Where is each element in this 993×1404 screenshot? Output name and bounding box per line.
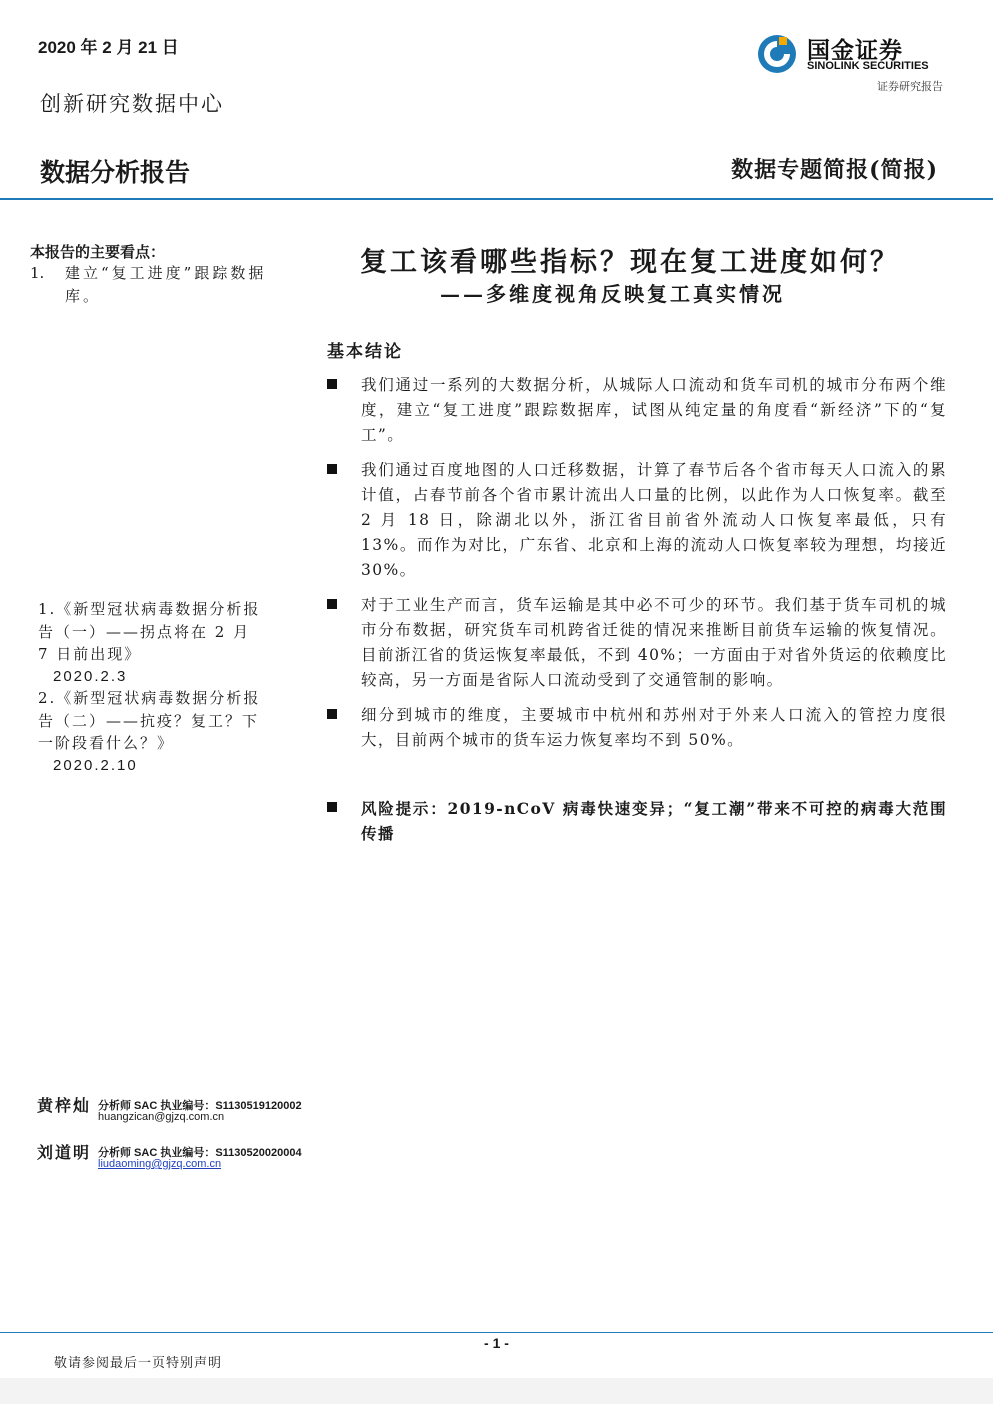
company-logo	[757, 32, 947, 94]
analyst-cert: 分析师 SAC 执业编号：S1130519120002	[98, 1100, 302, 1112]
analyst-name: 刘道明	[37, 1143, 92, 1162]
conclusion-bullet	[327, 593, 947, 693]
conclusion-bullet	[327, 458, 947, 583]
highlights-title: 本报告的主要看点：	[30, 243, 166, 261]
header-divider	[0, 198, 993, 200]
footer-band	[0, 1378, 993, 1404]
bullet-text: 我们通过百度地图的人口迁移数据，计算了春节后各个省市每天人口流入的累计值，占春节前各个省市累计流出人口量的比例，以此作为人口恢复率。截至 2 月 18 日，除湖北以外，浙江省目前省外流动人口恢复率最低，只有 13%。而作为对比，广东省、北京和上海的流动人口恢复率较为理想，均接近 30%。	[361, 461, 947, 579]
research-center: 创新研究数据中心	[40, 92, 224, 116]
related-report[interactable]	[38, 598, 263, 688]
highlight-number: 1.	[30, 264, 45, 282]
main-subtitle: ——多维度视角反映复工真实情况	[440, 282, 785, 306]
bullet-square-icon	[327, 802, 337, 812]
analyst-cert: 分析师 SAC 执业编号：S1130520020004	[98, 1147, 302, 1159]
bullet-text: 对于工业生产而言，货车运输是其中必不可少的环节。我们基于货车司机的城市分布数据，研究货车司机跨省迁徙的情况来推断目前货车运输的恢复情况。目前浙江省的货运恢复率最低，不到 40%；一方面由于对省外货运的依赖度比较高，另一方面是省际人口流动受到了交通管制的影响。	[361, 596, 947, 689]
main-title: 复工该看哪些指标？现在复工进度如何？	[360, 247, 900, 278]
bullet-square-icon	[327, 464, 337, 474]
disclaimer-note: 敬请参阅最后一页特别声明	[54, 1356, 223, 1371]
related-report-title: 2.《新型冠状病毒数据分析报告（二）——抗疫？复工？下一阶段看什么？》	[38, 689, 261, 752]
page-number: - 1 -	[484, 1335, 509, 1351]
bullet-square-icon	[327, 379, 337, 389]
report-date: 2020 年 2 月 21 日	[38, 38, 179, 57]
bullet-text: 我们通过一系列的大数据分析，从城际人口流动和货车司机的城市分布两个维度，建立“复工进度”跟踪数据库，试图从纯定量的角度看“新经济”下的“复工”。	[361, 376, 947, 444]
related-report[interactable]	[38, 687, 263, 777]
bullet-square-icon	[327, 709, 337, 719]
analyst-email: huangzican@gjzq.com.cn	[98, 1111, 225, 1123]
bullet-text: 细分到城市的维度，主要城市中杭州和苏州对于外来人口流入的管控力度很大，目前两个城市的货车运力恢复率均不到 50%。	[361, 706, 947, 749]
related-report-title: 1.《新型冠状病毒数据分析报告（一）——拐点将在 2 月 7 日前出现》	[38, 600, 261, 663]
analyst-name: 黄梓灿	[37, 1096, 92, 1115]
highlight-item	[30, 262, 270, 308]
related-report-date: 2020.2.3	[53, 667, 128, 685]
report-subtype: 数据专题简报(简报)	[731, 157, 938, 183]
risk-warning	[327, 796, 947, 846]
analyst-email-link[interactable]: liudaoming@gjzq.com.cn	[98, 1158, 222, 1170]
logo-mark-icon	[757, 34, 797, 74]
footer-divider	[0, 1332, 993, 1333]
highlight-text: 建立“复工进度”跟踪数据库。	[65, 264, 267, 305]
conclusion-bullet	[327, 373, 947, 448]
related-report-date: 2020.2.10	[53, 756, 138, 774]
logo-tagline: 证券研究报告	[877, 80, 943, 93]
conclusion-bullet	[327, 703, 947, 753]
report-type: 数据分析报告	[40, 159, 191, 187]
section-heading: 基本结论	[327, 342, 403, 362]
risk-text: 风险提示：2019-nCoV 病毒快速变异；“复工潮”带来不可控的病毒大范围传播	[361, 799, 947, 843]
logo-en-name: SINOLINK SECURITIES	[807, 60, 929, 72]
bullet-square-icon	[327, 599, 337, 609]
logo-cn-name: 国金证券	[807, 37, 903, 63]
